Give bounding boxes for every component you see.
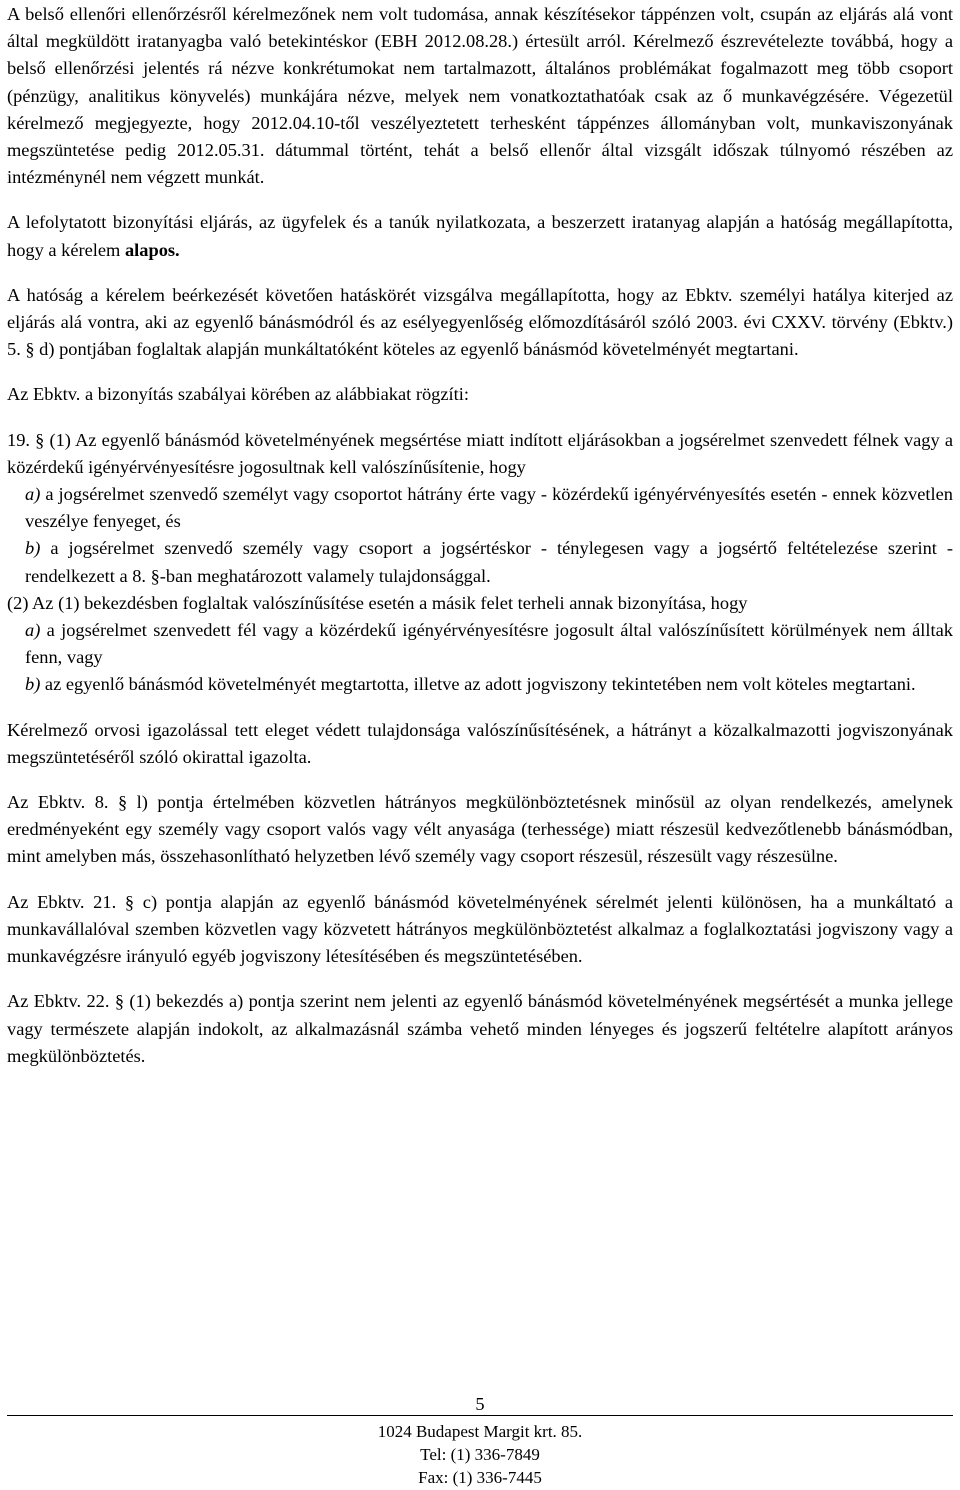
paragraph-internal-audit: A belső ellenőri ellenőrzésről kérelmezőnek nem volt tudomása, annak készítésekor táppénzen volt, csupán az eljárás alá vont által megküldött iratanyagba való betekintéskor (EBH 2012.08.28.) értesült arról. Kérelmező észrevételezte továbbá, hogy a belső ellenőrzési jelentés rá nézve konkrétumokat nem tartalmazott, általános problémákat fogalmazott meg több csoport (pénzügy, analitikus könyvelés) munkájára nézve, melyek nem vonatkoztathatóak csak az ő munkavégzésére. Végezetül kérelmező megjegyezte, hogy 2012.04.10-től veszélyeztetett terhesként táppénzes állományban volt, munkaviszonyának megszüntetése pedig 2012.05.31. dátummal történt, tehát a belső ellenőr által vizsgált időszak túlnyomó részében az intézménynél nem végzett munkát. <box>7 4 953 188</box>
section-19-1-a-text: a jogsérelmet szenvedő személyt vagy csoportot hátrány érte vagy - közérdekű igényérvényesítés esetén - ennek közvetlen veszélye fenyeget, és <box>25 484 953 532</box>
proof-result-bold: alapos. <box>124 239 180 260</box>
paragraph-medical-certificate: Kérelmező orvosi igazolással tett eleget védett tulajdonsága valószínűsítésének, a hátrányt a közalkalmazotti jogviszonyának megszüntetéséről szóló okirattal igazolta. <box>7 719 953 767</box>
footer <box>0 1420 960 1489</box>
footer-address: 1024 Budapest Margit krt. 85. <box>377 1422 583 1441</box>
section-19-2-b-text: az egyenlő bánásmód követelményét megtartotta, illetve az adott jogviszony tekintetében nem volt köteles megtartani. <box>40 674 916 695</box>
document-body <box>7 1 953 1070</box>
section-19-1-b-text: a jogsérelmet szenvedő személy vagy csoport a jogsértéskor - ténylegesen vagy a jogsértő feltételezése szerint - rendelkezett a 8. §-ban meghatározott valamely tulajdonsággal. <box>25 538 953 586</box>
section-19-1: 19. § (1) Az egyenlő bánásmód követelményének megsértése miatt indított eljárásokban a jogsérelmet szenvedett félnek vagy a közérdekű igényérvényesítésre jogosultnak kell valószínűsítenie, hogy <box>7 429 953 477</box>
section-19-2-b-label: b) <box>25 674 41 695</box>
paragraph-proof-rules-intro: Az Ebktv. a bizonyítás szabályai körében az alábbiakat rögzíti: <box>7 384 469 405</box>
section-19-2-a-text: a jogsérelmet szenvedett fél vagy a közérdekű igényérvényesítésre jogosult által valószínűsített körülmények nem álltak fenn, vagy <box>25 620 953 668</box>
footer-divider <box>7 1415 953 1416</box>
section-19-1-a-label: a) <box>25 484 41 505</box>
paragraph-jurisdiction: A hatóság a kérelem beérkezését követően hatáskörét vizsgálva megállapította, hogy az Ebktv. személyi hatálya kiterjed az eljárás alá vontra, aki az egyenlő bánásmódról és az esélyegyenlőség előmozdításáról szóló 2003. évi CXXV. törvény (Ebktv.) 5. § d) pontjában foglaltak alapján munkáltatóként köteles az egyenlő bánásmód követelményét megtartani. <box>7 284 953 360</box>
section-19-2-b <box>7 671 953 698</box>
paragraph-ebktv-21: Az Ebktv. 21. § c) pontja alapján az egyenlő bánásmód követelményének sérelmét jelenti különösen, ha a munkáltató a munkavállalóval szemben közvetlen vagy közvetett hátrányos megkülönböztetést alkalmaz a foglalkoztatási jogviszony vagy a munkavégzésre irányuló egyéb jogviszony létesítésében és megszüntetésében. <box>7 891 953 967</box>
paragraph-ebktv-8: Az Ebktv. 8. § l) pontja értelmében közvetlen hátrányos megkülönböztetésnek minősül az olyan rendelkezés, amelynek eredményeként egy személy vagy csoport valós vagy vélt anyasága (terhessége) miatt részesül kedvezőtlenebb bánásmódban, mint amelyben más, összehasonlítható helyzetben lévő személy vagy csoport részesül, részesült vagy részesülne. <box>7 792 953 867</box>
footer-fax: Fax: (1) 336-7445 <box>418 1468 542 1487</box>
paragraph-ebktv-22: Az Ebktv. 22. § (1) bekezdés a) pontja szerint nem jelenti az egyenlő bánásmód követelményének megsértését a munka jellege vagy természete alapján indokolt, az alkalmazásnál számba vehető minden lényeges és jogszerű feltételre alapított arányos megkülönböztetés. <box>7 991 953 1066</box>
section-19-1-b-label: b) <box>25 538 41 559</box>
paragraph-proof-result <box>7 209 953 263</box>
page-number: 5 <box>475 1394 485 1414</box>
section-19-2: (2) Az (1) bekezdésben foglaltak valószínűsítése esetén a másik felet terheli annak bizonyítása, hogy <box>7 592 748 613</box>
section-19-1-b <box>7 535 953 589</box>
section-19-1-a <box>7 481 953 535</box>
footer-tel: Tel: (1) 336-7849 <box>420 1445 540 1464</box>
section-19-2-a-label: a) <box>25 620 41 641</box>
section-19-2-a <box>7 617 953 671</box>
proof-result-text: A lefolytatott bizonyítási eljárás, az ügyfelek és a tanúk nyilatkozata, a beszerzett iratanyag alapján a hatóság megállapította, hogy a kérelem <box>7 212 953 260</box>
